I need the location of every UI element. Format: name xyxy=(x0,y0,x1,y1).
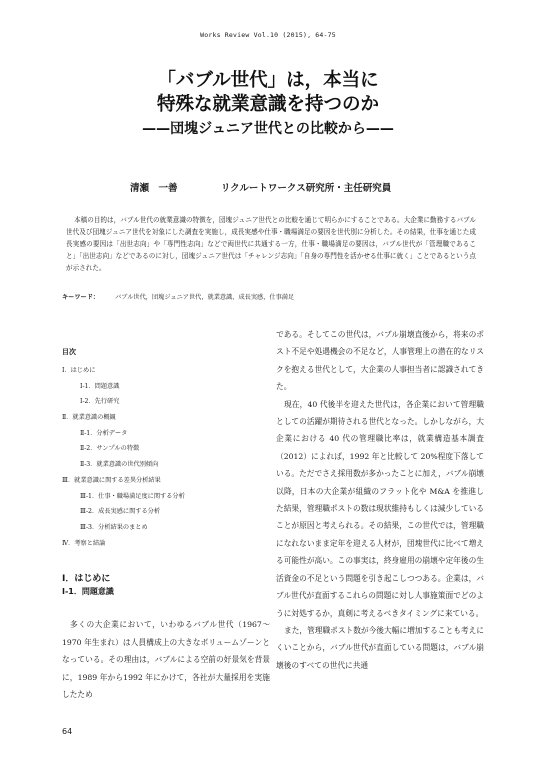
toc-item: Ⅰ-2．先行研究 xyxy=(80,398,120,406)
toc-item: Ⅰ-1．問題意識 xyxy=(80,382,120,390)
body-left-column: 多くの大企業において，いわゆるバブル世代（1967～1970 年生まれ）は人員構成上の大きなボリュームゾーンとなっている。その理由は，バブルによる空前の好景気を背景に，1989 年から1992 年にかけて，各社が大量採用を実施したため xyxy=(62,620,270,699)
title-line-2: 特殊な就業意識を持つのか xyxy=(156,94,379,115)
author-line xyxy=(130,180,391,194)
toc-item: Ⅱ-3．就業意識の世代別傾向 xyxy=(80,461,159,469)
toc-title: 目次 xyxy=(62,348,76,356)
toc-item: Ⅱ-1．分析データ xyxy=(80,429,128,437)
body-right-column xyxy=(276,326,484,674)
abstract: 本稿の目的は，バブル世代の就業意識の特徴を，団塊ジュニア世代との比較を通じて明らかにすることである。大企業に勤務するバブル世代及び団塊ジュニア世代を対象にした調査を実施し，成長実感や仕事・職場満足の要因を世代別に分析した。その結果，仕事を通じた成長実感の要因は「出世志向」や「専門性志向」などで両世代に共通する一方，仕事・職場満足の要因は，バブル世代が「管理職であること」「出世志向」などであるのに対し，団塊ジュニア世代は「チャレンジ志向」「自身の専門性を活かせる仕事に就く」ことであるという点が示された。 xyxy=(66,216,476,272)
toc-item: Ⅲ-3．分析結果のまとめ xyxy=(80,523,148,531)
paragraph: である。そしてこの世代は，バブル崩壊直後から，将来のポスト不足や処遇機会の不足など，人事管理上の潜在的なリスクを抱える世代として，大企業の人事担当者に認識されてきた。 xyxy=(276,330,484,392)
subsection-heading: Ⅰ-1．問題意識 xyxy=(62,587,114,596)
page-number: 64 xyxy=(62,727,73,736)
toc-item: Ⅳ．考察と結論 xyxy=(62,539,106,547)
paragraph: 現在，40 代後半を迎えた世代は，各企業において管理職としての活躍が期待される世代となった。しかしながら，大企業における 40 代の管理職比率は，就業構造基本調査（2012）によれば，1992 年と比較して 20%程度下落している。ただでさえ採用数が多かったことに加え，バブル崩壊以降，日本の大企業が組織のフラット化や M&A を推進した結果，管理職ポストの数は現状維持もしくは減少していることが原因と考えられる。その結果，この世代では，管理職になれないまま定年を迎える人材が，団塊世代に比べて増える可能性が高い。この事実は，終身雇用の崩壊や定年後の生活資金の不足という問題を引き起こしつつある。企業は，バブル世代が直面するこれらの問題に対し人事施策面でどのように対処するか，真剣に考えるべきタイミングに来ている。 xyxy=(276,399,484,618)
keywords-label: キーワード： xyxy=(62,294,100,301)
title-line-1: 「バブル世代」は，本当に xyxy=(157,70,379,91)
keywords-list: バブル世代，団塊ジュニア世代，就業意識，成長実感，仕事満足 xyxy=(115,294,295,301)
toc-item: Ⅱ．就業意識の概観 xyxy=(62,414,116,422)
subtitle: ——団塊ジュニア世代との比較から—— xyxy=(142,121,394,137)
author-name: 清瀬 一善 xyxy=(130,183,178,194)
journal-header: Works Review Vol.10 (2015), 64-75 xyxy=(200,31,336,39)
toc-item: Ⅲ-2．成長実感に関する分析 xyxy=(80,508,161,516)
author-affiliation: リクルートワークス研究所・主任研究員 xyxy=(220,183,392,194)
toc-item: Ⅱ-2．サンプルの特徴 xyxy=(80,445,140,453)
section-heading: Ⅰ．はじめに xyxy=(62,574,111,584)
paragraph: また，管理職ポスト数が今後大幅に増加することも考えにくいことから，バブル世代が直面している問題は，バブル崩壊後のすべての世代に共通 xyxy=(276,625,484,670)
table-of-contents xyxy=(62,347,272,553)
toc-item: Ⅲ．就業意識に関する差異分析結果 xyxy=(62,476,161,484)
toc-item: Ⅰ．はじめに xyxy=(62,367,96,374)
toc-item: Ⅲ-1．仕事・職場満足度に関する分析 xyxy=(80,492,185,500)
keywords xyxy=(62,292,482,301)
